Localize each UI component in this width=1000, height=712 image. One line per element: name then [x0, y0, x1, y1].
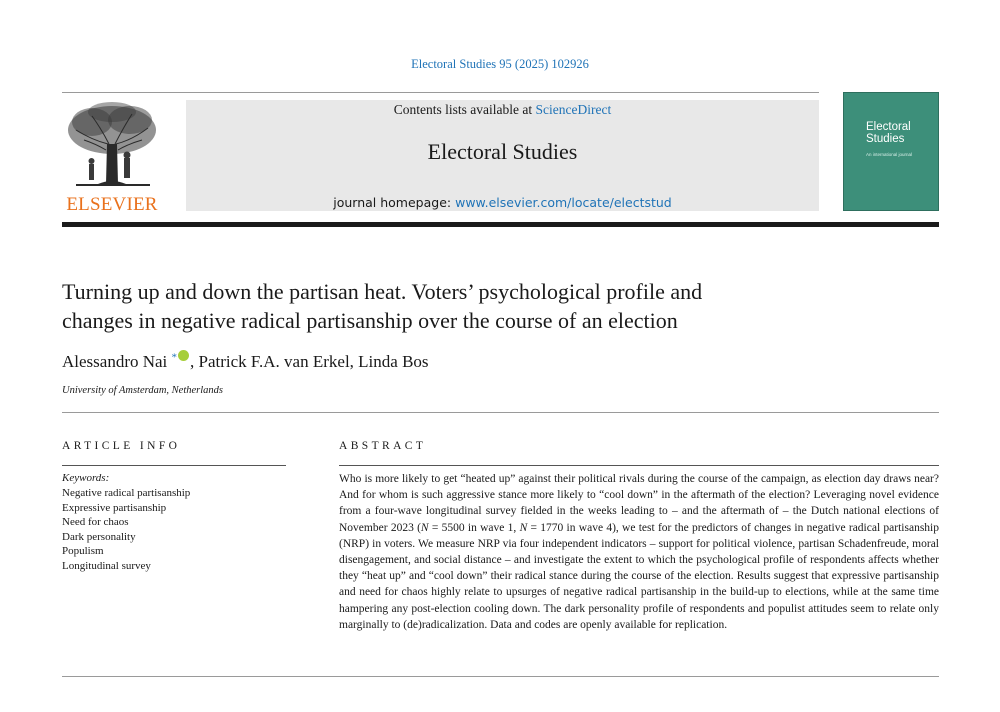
cover-subtitle: An international journal — [866, 152, 913, 157]
keyword-item: Dark personality — [62, 530, 136, 543]
section-divider-top — [62, 412, 939, 413]
contents-prefix: Contents lists available at — [393, 102, 536, 117]
header-divider — [62, 92, 819, 93]
homepage-line — [186, 195, 819, 210]
journal-title: Electoral Studies — [427, 139, 578, 164]
keyword-list — [62, 486, 190, 573]
contents-line — [186, 102, 819, 118]
article-info-rule — [62, 465, 286, 466]
elsevier-wordmark: ELSEVIER — [66, 194, 158, 215]
author-name[interactable]: Patrick F.A. van Erkel — [198, 352, 350, 371]
author-name[interactable]: Alessandro Nai — [62, 352, 168, 371]
keyword-item: Need for chaos — [62, 516, 129, 528]
abstract-body: Who is more likely to get “heated up” against their political rivals during the course of the campaign, as election day draws near? And for whom is such aggressive stance more likely to “cool down” in the aftermath of the election? Leveraging novel evidence from a four-wave longitudinal survey fielded in the weeks leading to – and the aftermath of – the Dutch national elections of November 2023 (N = 5500 in wave 1, N = 1770 in wave 4), we test for the predictors of changes in negative radical partisanship (NRP) in voters. We measure NRP via four independent indicators – support for political violence, partisan Schadenfreude, moral disengagement, and social distance – and investigate the extent to which the psychological profile of respondents affects whether they “heat up” and “cool down” their radical stance during the course of the election. Results suggest that expressive partisanship and need for chaos highly relate to upsurges of negative radical partisanship in the build-up to elections, while at the same time hampering any post-election cooling down. The dark personality profile of respondents and populist attitudes seem to relate only marginally to (de)radicalization. Data and codes are openly available for replication. — [339, 473, 939, 631]
keywords-label: Keywords: — [62, 472, 110, 484]
cover-title — [866, 121, 936, 145]
sciencedirect-link[interactable]: ScienceDirect — [535, 102, 612, 117]
homepage-prefix: journal homepage: — [333, 195, 456, 210]
affiliation: University of Amsterdam, Netherlands — [62, 385, 223, 396]
author-name[interactable]: Linda Bos — [358, 352, 429, 371]
masthead-thick-rule — [62, 222, 939, 227]
cover-title-line2: Studies — [866, 133, 905, 145]
cover-title-line1: Electoral — [866, 121, 911, 133]
corresponding-author-mark[interactable]: * — [171, 351, 178, 364]
keyword-item: Longitudinal survey — [62, 559, 151, 572]
abstract-rule — [339, 465, 939, 466]
author-list: Alessandro Nai * , Patrick F.A. van Erkel, Linda Bos — [62, 351, 429, 371]
article-title-line1: Turning up and down the partisan heat. Voters’ psychological profile and — [62, 279, 703, 304]
abstract-heading: ABSTRACT — [339, 440, 427, 452]
section-divider-bottom — [62, 676, 939, 677]
journal-citation[interactable]: Electoral Studies 95 (2025) 102926 — [411, 57, 589, 71]
keyword-item: Negative radical partisanship — [62, 487, 191, 499]
keyword-item: Expressive partisanship — [62, 501, 167, 514]
orcid-icon[interactable] — [178, 350, 189, 361]
article-info-heading: ARTICLE INFO — [62, 440, 181, 452]
keyword-item: Populism — [62, 545, 104, 557]
homepage-link[interactable]: www.elsevier.com/locate/electstud — [455, 195, 672, 210]
article-title — [62, 277, 862, 335]
article-title-line2: changes in negative radical partisanship over the course of an election — [62, 308, 678, 333]
